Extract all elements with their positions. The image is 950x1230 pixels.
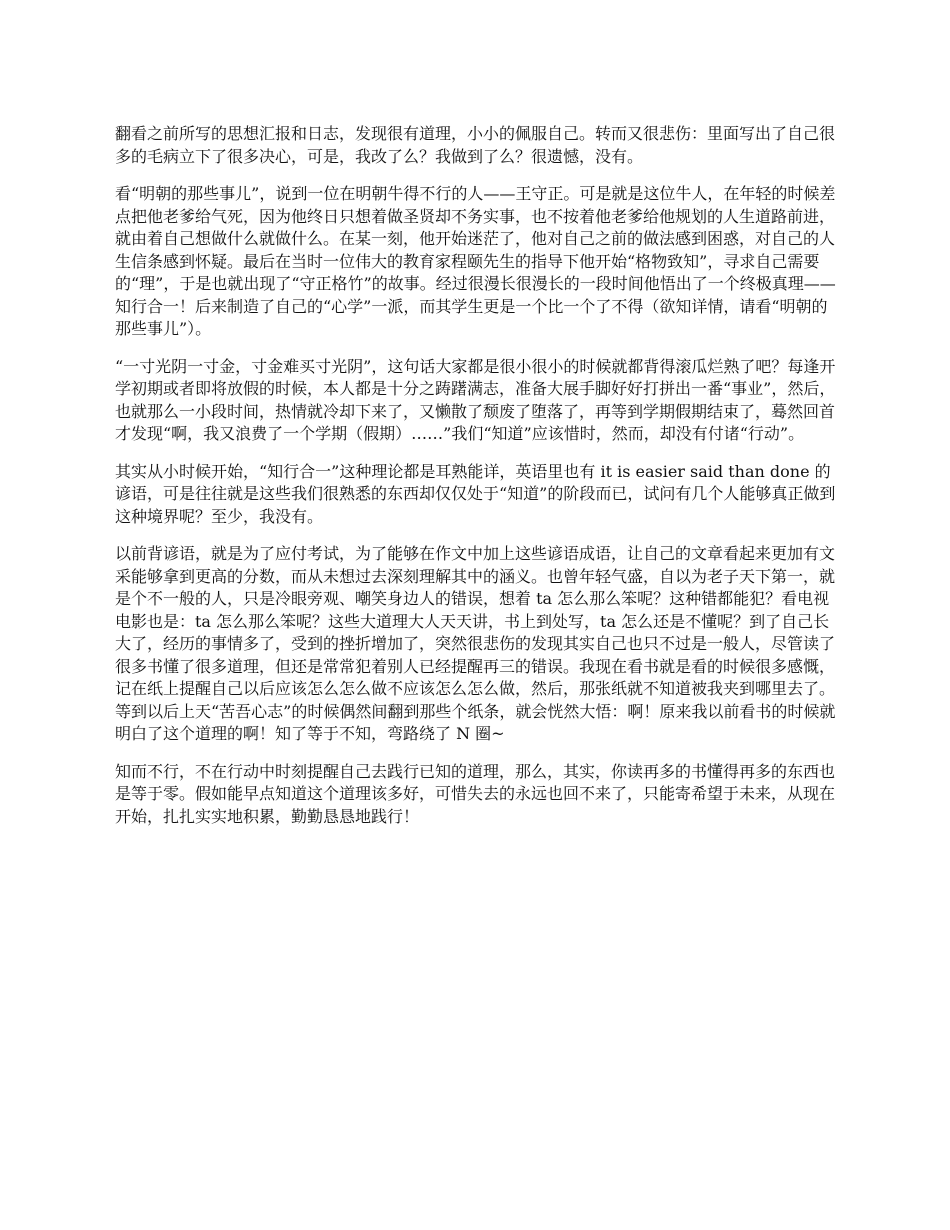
paragraph-3: “一寸光阴一寸金，寸金难买寸光阴”，这句话大家都是很小很小的时候就都背得滚瓜烂熟了吧？每逢开学初期或者即将放假的时候，本人都是十分之踌躇满志，准备大展手脚好好打拼出一番“事业”，然后，也就那么一小段时间，热情就冷却下来了，又懒散了颓废了堕落了，再等到学期假期结束了，蓦然回首才发现“啊，我又浪费了一个学期（假期）……”我们“知道”应该惜时，然而，却没有付诸“行动”。 (115, 356, 836, 443)
paragraph-2: 看“明朝的那些事儿”，说到一位在明朝牛得不行的人——王守正。可是就是这位牛人，在年轻的时候差点把他老爹给气死，因为他终日只想着做圣贤却不务实事，也不按着他老爹给他规划的人生道路前进，就由着自己想做什么就做什么。在某一刻，他开始迷茫了，他对自己之前的做法感到困惑，对自己的人生信条感到怀疑。最后在当时一位伟大的教育家程颐先生的指导下他开始“格物致知”，寻求自己需要的“理”，于是也就出现了“守正格竹”的故事。经过很漫长很漫长的一段时间他悟出了一个终极真理——知行合一！后来制造了自己的“心学”一派，而其学生更是一个比一个了不得（欲知详情，请看“明朝的那些事儿”）。 (115, 184, 836, 338)
paragraph-4: 其实从小时候开始，“知行合一”这种理论都是耳熟能详，英语里也有 it is easier said than done 的谚语，可是往往就是这些我们很熟悉的东西却仅仅处于“知道”的阶段而已，试问有几个人能够真正做到这种境界呢？至少，我没有。 (115, 461, 836, 526)
document-body (115, 123, 840, 843)
paragraph-6: 知而不行，不在行动中时刻提醒自己去践行已知的道理，那么，其实，你读再多的书懂得再多的东西也是等于零。假如能早点知道这个道理该多好，可惜失去的永远也回不来了，只能寄希望于未来，从现在开始，扎扎实实地积累，勤勤恳恳地践行！ (115, 761, 836, 826)
paragraph-1: 翻看之前所写的思想汇报和日志，发现很有道理，小小的佩服自己。转而又很悲伤：里面写出了自己很多的毛病立下了很多决心，可是，我改了么？我做到了么？很遗憾，没有。 (115, 124, 836, 166)
paragraph-5: 以前背谚语，就是为了应付考试，为了能够在作文中加上这些谚语成语，让自己的文章看起来更加有文采能够拿到更高的分数，而从未想过去深刻理解其中的涵义。也曾年轻气盛，自以为老子天下第一，就是个不一般的人，只是冷眼旁观、嘲笑身边人的错误，想着 ta 怎么那么笨呢？这种错都能犯？看电视电影也是：ta 怎么那么笨呢？这些大道理大人天天讲，书上到处写，ta 怎么还是不懂呢？到了自己长大了，经历的事情多了，受到的挫折增加了，突然很悲伤的发现其实自己也只不过是一般人，尽管读了很多书懂了很多道理，但还是常常犯着别人已经提醒再三的错误。我现在看书就是看的时候很多感慨，记在纸上提醒自己以后应该怎么怎么做不应该怎么怎么做，然后，那张纸就不知道被我夹到哪里去了。等到以后上天“苦吾心志”的时候偶然间翻到那些个纸条，就会恍然大悟：啊！原来我以前看书的时候就明白了这个道理的啊！知了等于不知，弯路绕了 N 圈~ (115, 544, 836, 743)
